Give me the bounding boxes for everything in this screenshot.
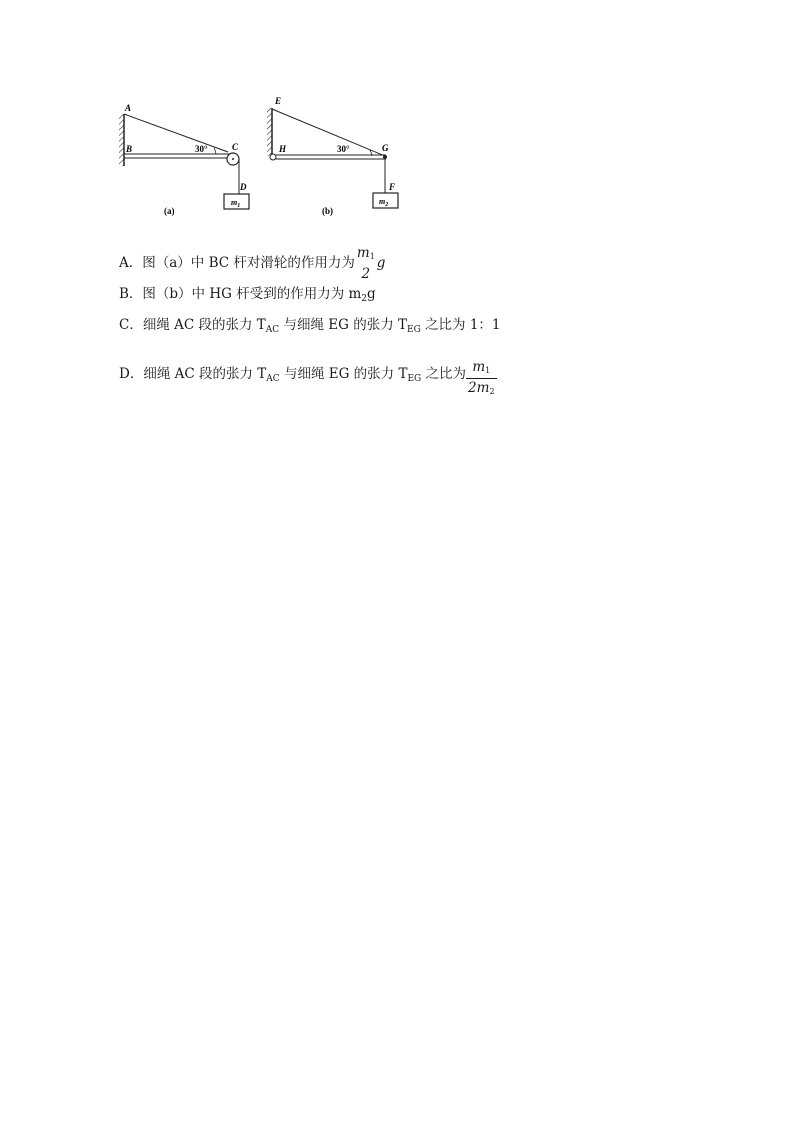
point-b: B	[126, 144, 133, 154]
rope-eg	[272, 109, 385, 156]
rope-ac	[124, 114, 228, 152]
hinge-h	[270, 154, 276, 160]
caption-b: (b)	[322, 206, 333, 216]
option-c: C．细绳 AC 段的张力 $T_{AC}$ 与细绳 EG 的张力 $T_{EG}$ 之比为 1：1	[119, 317, 501, 335]
option-a-suffix: g	[376, 255, 386, 271]
point-f: F	[389, 182, 396, 192]
angle-b: 30°	[337, 144, 350, 154]
point-h: H	[279, 144, 287, 154]
angle-a: 30°	[195, 144, 208, 154]
point-g: G	[382, 143, 389, 153]
option-d: D．细绳 AC 段的张力 $T_{AC}$ 与细绳 EG 的张力 $T_{EG}$ 之比为 $\frac{m1}{2m2}$	[119, 358, 497, 399]
point-e: E	[275, 96, 282, 106]
caption-a: (a)	[164, 206, 175, 216]
mass-m1-label: $m_1$	[231, 198, 241, 209]
point-c: C	[232, 142, 239, 152]
point-d: D	[240, 182, 247, 192]
option-a-text: A．图（a）中 BC 杆对滑轮的作用力为	[119, 255, 355, 271]
figure-b	[267, 96, 398, 216]
figure-a	[119, 103, 249, 216]
option-a-fraction: $\frac{m1}{2}$	[356, 245, 375, 282]
physics-figures	[100, 92, 420, 222]
option-a	[119, 244, 385, 283]
option-d-fraction: $\frac{m1}{2m2}$	[466, 358, 496, 399]
option-b-text: B．图（b）中 HG 杆受到的作用力为 m	[119, 286, 362, 302]
mass-m2-label: $m_2$	[379, 197, 389, 208]
option-b: B．图（b）中 HG 杆受到的作用力为 $m_2g$	[119, 286, 376, 304]
point-a: A	[125, 103, 132, 113]
